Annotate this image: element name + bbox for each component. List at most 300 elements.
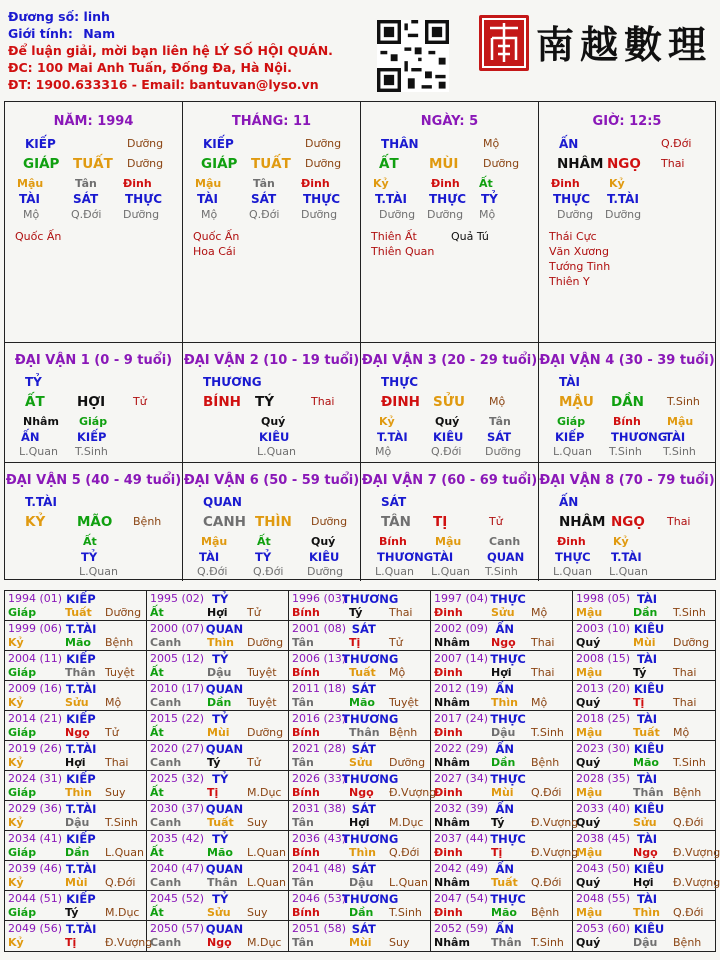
- year-can: Nhâm: [434, 636, 470, 649]
- pillar-note: Thiên Y: [549, 275, 590, 288]
- year-label: 2004 (11): [8, 652, 63, 665]
- year-cell: [147, 771, 289, 801]
- year-chi: Thìn: [207, 636, 234, 649]
- year-can: Canh: [150, 816, 182, 829]
- year-stage: Tử: [389, 636, 403, 649]
- year-stage: Suy: [247, 816, 268, 829]
- luck-hidden-ten-god: SÁT: [487, 430, 512, 444]
- luck-hidden-ten-god: TÀI: [665, 430, 686, 444]
- qr-code-icon: [377, 20, 449, 92]
- pillar-can: GIÁP: [23, 156, 60, 172]
- year-cell: [431, 771, 573, 801]
- luck-hidden-stage: L.Quan: [609, 565, 648, 578]
- pillar-title: NGÀY: 5: [420, 114, 479, 129]
- year-chi: Dần: [65, 846, 90, 859]
- year-chi: Hợi: [349, 816, 370, 829]
- year-stage: Q.Đới: [105, 876, 136, 889]
- owner-name: Đương số: linh: [8, 9, 110, 24]
- luck-cell: [183, 463, 361, 581]
- luck-title: ĐẠI VẬN 3 (20 - 29 tuổi): [361, 353, 538, 368]
- year-label: 2037 (44): [434, 832, 489, 845]
- year-stage: Dưỡng: [247, 726, 284, 739]
- hidden-stage: Dưỡng: [301, 208, 338, 221]
- gender-label: Giới tính:: [8, 26, 73, 41]
- year-ten-god: TỶ: [212, 652, 229, 666]
- year-label: 2047 (54): [434, 892, 489, 905]
- year-stage: Dưỡng: [673, 636, 710, 649]
- year-label: 2016 (23): [292, 712, 347, 725]
- year-can: Bính: [292, 786, 320, 799]
- luck-title: ĐẠI VẬN 4 (30 - 39 tuổi): [539, 353, 715, 368]
- pillar-note: Quả Tú: [451, 230, 489, 243]
- luck-hidden-ten-god: KIÊU: [309, 550, 340, 564]
- year-stage: Đ.Vượng: [389, 786, 437, 799]
- year-ten-god: TỶ: [212, 832, 229, 846]
- year-ten-god: THƯƠNG: [342, 772, 399, 786]
- year-chi: Sửu: [65, 696, 89, 709]
- year-ten-god: KIÊU: [633, 922, 665, 936]
- hidden-stem: Đinh: [301, 177, 330, 190]
- luck-stage: Dưỡng: [311, 515, 348, 528]
- year-cell: [147, 801, 289, 831]
- year-chi: Mão: [65, 636, 91, 649]
- luck-hidden-stem: Giáp: [557, 415, 586, 428]
- year-chi: Tuất: [207, 816, 234, 829]
- luck-hidden-ten-god: KIÊU: [259, 430, 290, 444]
- luck-hidden-stage: Dưỡng: [485, 445, 522, 458]
- pillar-stage: Q.Đới: [661, 137, 692, 150]
- luck-hidden-ten-god: T.TÀI: [377, 430, 408, 444]
- luck-hidden-ten-god: TỶ: [255, 550, 272, 564]
- year-cell: [573, 591, 715, 621]
- pillar-can: GIÁP: [201, 156, 238, 172]
- pillar-ten-god: KIẾP: [203, 137, 234, 151]
- year-label: 1996 (03): [292, 592, 347, 605]
- year-cell: [573, 801, 715, 831]
- luck-ten-god: TÀI: [559, 375, 581, 389]
- year-ten-god: QUAN: [205, 682, 244, 696]
- year-can: Tân: [292, 936, 314, 949]
- luck-chi: DẦN: [611, 394, 644, 410]
- year-stage: T.Sinh: [105, 816, 138, 829]
- year-cell: [289, 741, 431, 771]
- year-cell: [431, 921, 573, 951]
- year-can: Giáp: [8, 786, 37, 799]
- year-label: 2013 (20): [576, 682, 631, 695]
- year-chi: Sửu: [349, 756, 373, 769]
- pillar-ten-god: KIẾP: [25, 137, 56, 151]
- year-can: Nhâm: [434, 696, 470, 709]
- year-stage: Bệnh: [673, 936, 702, 949]
- luck-title: ĐẠI VẬN 8 (70 - 79 tuổi): [539, 473, 715, 488]
- year-chi: Dậu: [349, 876, 374, 889]
- year-stage: Dưỡng: [389, 756, 426, 769]
- year-stage: Bệnh: [673, 786, 702, 799]
- year-ten-god: SÁT: [351, 622, 376, 636]
- year-cell: [431, 651, 573, 681]
- luck-hidden-stage: L.Quan: [79, 565, 118, 578]
- year-ten-god: ẤN: [495, 862, 514, 876]
- year-can: Đinh: [434, 726, 463, 739]
- luck-chi: TÝ: [255, 394, 274, 410]
- pillar-chi: MÙI: [429, 156, 459, 172]
- year-chi: Mão: [491, 906, 517, 919]
- luck-hidden-stem: Giáp: [79, 415, 108, 428]
- hidden-stage: Dưỡng: [557, 208, 594, 221]
- year-can: Quý: [576, 756, 601, 769]
- year-label: 2002 (09): [434, 622, 489, 635]
- year-cell: [573, 891, 715, 921]
- seal-stamp: [478, 14, 530, 72]
- year-chi: Tuất: [633, 726, 660, 739]
- luck-hidden-stem: Kỷ: [613, 535, 629, 548]
- luck-cell: [539, 463, 715, 581]
- year-chi: Sửu: [207, 906, 231, 919]
- year-cell: [5, 831, 147, 861]
- year-stage: Tuyệt: [247, 696, 277, 709]
- year-label: 2038 (45): [576, 832, 631, 845]
- hidden-ten-god: THỰC: [125, 192, 163, 206]
- year-stage: Q.Đới: [673, 906, 704, 919]
- year-ten-god: KIÊU: [633, 802, 665, 816]
- luck-title: ĐẠI VẬN 2 (10 - 19 tuổi): [183, 353, 360, 368]
- year-label: 2042 (49): [434, 862, 489, 875]
- luck-can: CANH: [203, 514, 246, 530]
- pillar-chi-stage: Dưỡng: [483, 157, 520, 170]
- pillar-note: Quốc Ấn: [15, 230, 62, 243]
- year-cell: [5, 741, 147, 771]
- pillar-chi-stage: Thai: [661, 157, 685, 170]
- luck-hidden-stem: Ất: [257, 535, 271, 548]
- year-can: Canh: [150, 696, 182, 709]
- year-cell: [5, 711, 147, 741]
- year-label: 2017 (24): [434, 712, 489, 725]
- year-can: Kỷ: [8, 756, 24, 769]
- year-can: Nhâm: [434, 816, 470, 829]
- luck-title: ĐẠI VẬN 5 (40 - 49 tuổi): [5, 473, 182, 488]
- year-chi: Ngọ: [491, 636, 516, 649]
- year-stage: Tử: [105, 726, 119, 739]
- year-chi: Thân: [491, 936, 522, 949]
- year-label: 2053 (60): [576, 922, 631, 935]
- pillar-note: Quốc Ấn: [193, 230, 240, 243]
- year-ten-god: ẤN: [495, 802, 514, 816]
- year-label: 2001 (08): [292, 622, 347, 635]
- phone-email-line: ĐT: 1900.633316 - Email: bantuvan@lyso.vn: [8, 77, 319, 92]
- year-cell: [573, 861, 720, 891]
- year-stage: Dưỡng: [105, 606, 142, 619]
- year-can: Kỷ: [8, 876, 24, 889]
- year-stage: L.Quan: [105, 846, 144, 859]
- luck-hidden-stem: Ất: [83, 535, 97, 548]
- year-chi: Ngọ: [349, 786, 374, 799]
- pillar-note: Thiên Ất: [371, 230, 417, 243]
- hidden-stem: Đinh: [551, 177, 580, 190]
- year-label: 2018 (25): [576, 712, 631, 725]
- luck-chi: HỢI: [77, 394, 106, 410]
- year-stage: Mộ: [531, 606, 548, 619]
- year-chi: Dậu: [207, 666, 232, 679]
- year-label: 2012 (19): [434, 682, 489, 695]
- year-stage: Q.Đới: [673, 816, 704, 829]
- hidden-stem: Mậu: [195, 177, 222, 190]
- year-cell: [573, 741, 715, 771]
- year-can: Bính: [292, 906, 320, 919]
- year-ten-god: QUAN: [205, 922, 244, 936]
- luck-stage: T.Sinh: [667, 395, 700, 408]
- brand-logo: 南越數理: [536, 22, 713, 67]
- year-label: 2011 (18): [292, 682, 347, 695]
- year-ten-god: QUAN: [205, 622, 244, 636]
- year-cell: [5, 621, 147, 651]
- year-label: 2041 (48): [292, 862, 347, 875]
- year-chi: Thân: [633, 786, 664, 799]
- year-cell: [431, 681, 573, 711]
- pillar-title: GIỜ: 12:5: [592, 114, 662, 129]
- year-can: Bính: [292, 666, 320, 679]
- year-chi: Dần: [491, 756, 516, 769]
- pillar-stage: Dưỡng: [305, 137, 342, 150]
- year-label: 1994 (01): [8, 592, 63, 605]
- year-chi: Ngọ: [207, 936, 232, 949]
- year-can: Mậu: [576, 786, 603, 799]
- year-chi: Thìn: [65, 786, 92, 799]
- luck-can: MẬU: [559, 394, 594, 410]
- year-chi: Tị: [633, 696, 645, 709]
- luck-hidden-ten-god: THƯƠNG: [611, 430, 668, 444]
- hidden-stage: Mộ: [479, 208, 496, 221]
- year-label: 2045 (52): [150, 892, 205, 905]
- luck-hidden-stem: Quý: [311, 535, 336, 548]
- luck-chi: MÃO: [77, 514, 113, 530]
- year-can: Mậu: [576, 666, 603, 679]
- pillar-cell: [539, 102, 715, 343]
- luck-cell: [361, 463, 539, 581]
- hidden-ten-god: T.TÀI: [375, 192, 407, 206]
- year-label: 2024 (31): [8, 772, 63, 785]
- year-label: 2005 (12): [150, 652, 205, 665]
- year-chi: Tuất: [491, 876, 518, 889]
- year-chi: Tị: [207, 786, 219, 799]
- year-can: Quý: [576, 636, 601, 649]
- pillar-cell: [5, 102, 183, 343]
- year-ten-god: THỰC: [490, 712, 526, 726]
- year-chi: Tị: [349, 636, 361, 649]
- year-ten-god: ẤN: [495, 682, 514, 696]
- year-chi: Hợi: [633, 876, 654, 889]
- year-ten-god: THƯƠNG: [342, 712, 399, 726]
- year-label: 2015 (22): [150, 712, 205, 725]
- pillar-note: Tướng Tinh: [549, 260, 611, 273]
- year-can: Ất: [150, 726, 164, 739]
- hidden-ten-god: TỶ: [481, 192, 498, 206]
- year-ten-god: TÀI: [636, 652, 658, 666]
- pillars-grid: [4, 101, 716, 580]
- year-chi: Thìn: [633, 906, 660, 919]
- year-ten-god: KIÊU: [633, 742, 665, 756]
- year-can: Bính: [292, 726, 320, 739]
- year-ten-god: SÁT: [351, 862, 376, 876]
- year-cell: [5, 591, 147, 621]
- year-stage: Thai: [531, 666, 555, 679]
- pillar-note: Văn Xương: [549, 245, 609, 258]
- year-ten-god: TỶ: [212, 592, 229, 606]
- luck-can: ẤT: [25, 394, 45, 410]
- year-can: Đinh: [434, 906, 463, 919]
- luck-title: ĐẠI VẬN 6 (50 - 59 tuổi): [183, 473, 360, 488]
- year-stage: Thai: [673, 666, 697, 679]
- year-stage: Mộ: [105, 696, 122, 709]
- year-chi: Tý: [349, 606, 363, 619]
- year-label: 2009 (16): [8, 682, 63, 695]
- luck-stage: Thai: [311, 395, 335, 408]
- year-cell: [147, 681, 289, 711]
- year-stage: Q.Đới: [531, 786, 562, 799]
- luck-ten-god: THỰC: [381, 375, 419, 389]
- year-cell: [147, 861, 289, 891]
- year-label: 2006 (13): [292, 652, 347, 665]
- hidden-stem: Tân: [75, 177, 97, 190]
- pillar-chi-stage: Dưỡng: [305, 157, 342, 170]
- luck-hidden-stage: Q.Đới: [197, 565, 228, 578]
- luck-hidden-stem: Canh: [489, 535, 521, 548]
- year-ten-god: TÀI: [636, 892, 658, 906]
- pillar-ten-god: ẤN: [559, 137, 579, 151]
- year-label: 2036 (43): [292, 832, 347, 845]
- year-cell: [573, 711, 715, 741]
- year-stage: M.Dục: [389, 816, 424, 829]
- year-cell: [431, 801, 579, 831]
- year-chi: Dần: [207, 696, 232, 709]
- year-label: 1997 (04): [434, 592, 489, 605]
- luck-stage: Bệnh: [133, 515, 162, 528]
- pillar-chi: NGỌ: [607, 156, 641, 172]
- hidden-stage: Mộ: [23, 208, 40, 221]
- year-can: Đinh: [434, 606, 463, 619]
- luck-hidden-stem: Quý: [435, 415, 460, 428]
- year-chi: Tị: [65, 936, 77, 949]
- hidden-ten-god: THỰC: [429, 192, 467, 206]
- luck-hidden-stage: L.Quan: [19, 445, 58, 458]
- luck-hidden-stage: L.Quan: [553, 445, 592, 458]
- year-ten-god: THỰC: [490, 592, 526, 606]
- luck-chi: THÌN: [255, 514, 292, 530]
- year-cell: [289, 621, 431, 651]
- luck-hidden-stem: Mậu: [201, 535, 228, 548]
- hidden-stage: Q.Đới: [249, 208, 280, 221]
- year-chi: Tuất: [349, 666, 376, 679]
- year-ten-god: KIẾP: [66, 652, 96, 666]
- luck-hidden-ten-god: TÀI: [433, 550, 454, 564]
- year-can: Canh: [150, 876, 182, 889]
- year-chi: Mùi: [65, 876, 88, 889]
- contact-line: Để luận giải, mời bạn liên hệ LÝ SỐ HỘI QUÁN.: [8, 43, 333, 58]
- luck-can: TÂN: [381, 514, 411, 530]
- year-can: Đinh: [434, 666, 463, 679]
- year-chi: Mão: [207, 846, 233, 859]
- year-ten-god: TÀI: [636, 712, 658, 726]
- pillar-note: Hoa Cái: [193, 245, 236, 258]
- year-chi: Dần: [633, 606, 658, 619]
- luck-can: KỶ: [25, 514, 46, 530]
- year-label: 2046 (53): [292, 892, 347, 905]
- year-label: 2051 (58): [292, 922, 347, 935]
- year-stage: M.Dục: [247, 786, 282, 799]
- year-ten-god: THỰC: [490, 832, 526, 846]
- pillar-can: ẤT: [379, 156, 399, 172]
- year-can: Ất: [150, 846, 164, 859]
- hidden-ten-god: THỰC: [303, 192, 341, 206]
- year-cell: [147, 711, 289, 741]
- year-ten-god: TÀI: [636, 592, 658, 606]
- luck-hidden-stage: L.Quan: [553, 565, 592, 578]
- luck-hidden-ten-god: THƯƠNG: [377, 550, 434, 564]
- luck-stage: Tử: [489, 515, 503, 528]
- year-chi: Hợi: [491, 666, 512, 679]
- year-chi: Mùi: [349, 936, 372, 949]
- year-cell: [147, 891, 289, 921]
- luck-hidden-stage: T.Sinh: [485, 565, 518, 578]
- year-label: 2008 (15): [576, 652, 631, 665]
- year-cell: [431, 621, 573, 651]
- year-can: Mậu: [576, 726, 603, 739]
- luck-hidden-stem: Bính: [613, 415, 641, 428]
- year-label: 2010 (17): [150, 682, 205, 695]
- year-cell: [289, 861, 431, 891]
- year-cell: [147, 621, 289, 651]
- year-stage: Tuyệt: [247, 666, 277, 679]
- hidden-stem: Đinh: [431, 177, 460, 190]
- year-ten-god: KIÊU: [633, 682, 665, 696]
- year-chi: Dậu: [65, 816, 90, 829]
- year-ten-god: KIẾP: [66, 712, 96, 726]
- year-cell: [431, 741, 573, 771]
- year-ten-god: T.TÀI: [65, 742, 97, 756]
- year-can: Tân: [292, 756, 314, 769]
- year-label: 1998 (05): [576, 592, 631, 605]
- year-chi: Hợi: [65, 756, 86, 769]
- luck-hidden-stage: Q.Đới: [431, 445, 462, 458]
- year-ten-god: THỰC: [490, 772, 526, 786]
- year-cell: [431, 591, 573, 621]
- year-label: 2032 (39): [434, 802, 489, 815]
- year-can: Nhâm: [434, 756, 470, 769]
- year-label: 2039 (46): [8, 862, 63, 875]
- year-can: Canh: [150, 636, 182, 649]
- luck-hidden-ten-god: ẤN: [21, 430, 40, 444]
- year-ten-god: THƯƠNG: [342, 832, 399, 846]
- year-label: 2052 (59): [434, 922, 489, 935]
- header-info: [8, 8, 333, 93]
- luck-hidden-stem: Quý: [261, 415, 286, 428]
- year-ten-god: KIÊU: [633, 862, 665, 876]
- year-ten-god: KIẾP: [66, 592, 96, 606]
- hidden-stem: Đinh: [123, 177, 152, 190]
- luck-cell: [183, 343, 361, 463]
- year-can: Nhâm: [434, 876, 470, 889]
- luck-cell: [5, 463, 183, 581]
- year-cell: [289, 651, 431, 681]
- year-ten-god: THƯƠNG: [342, 892, 399, 906]
- year-ten-god: KIẾP: [66, 832, 96, 846]
- hidden-stem: Mậu: [17, 177, 44, 190]
- year-ten-god: SÁT: [351, 682, 376, 696]
- luck-hidden-stem: Kỷ: [379, 415, 395, 428]
- gender: [8, 25, 333, 42]
- year-can: Bính: [292, 606, 320, 619]
- hidden-stem: Kỷ: [609, 177, 625, 190]
- year-stage: Đ.Vượng: [105, 936, 153, 949]
